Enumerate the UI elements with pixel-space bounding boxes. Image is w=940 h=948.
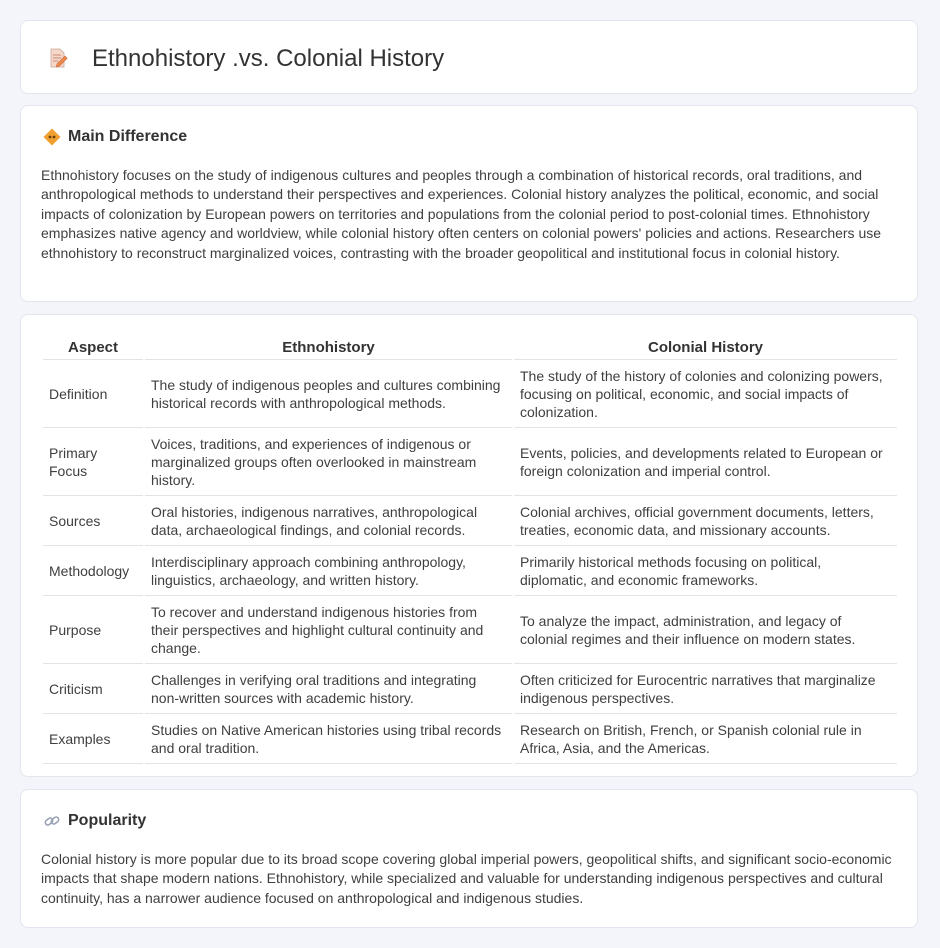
page-title: Ethnohistory .vs. Colonial History: [92, 45, 445, 72]
table-row: [43, 428, 897, 496]
table-cell-aspect: Sources: [43, 496, 143, 546]
table-cell-ethnohistory: To recover and understand indigenous histories from their perspectives and highlight cultural continuity and change.: [145, 596, 512, 664]
popularity-heading: Popularity: [68, 812, 147, 829]
table-cell-ethnohistory: Challenges in verifying oral traditions and integrating non-written sources with academic history.: [145, 664, 512, 714]
popularity-card: [20, 789, 918, 928]
main-difference-header: [43, 126, 187, 148]
table-row: [43, 360, 897, 428]
popularity-text: Colonial history is more popular due to its broad scope covering global imperial powers, geopolitical shifts, and significant socio-economic impacts that shape modern nations. Ethnohistory, while specialized and valuable for understanding indigenous perspectives and cultural continuity, has a narrower audience focused on anthropological and indigenous studies.: [41, 851, 892, 906]
table-cell-colonial-history: Colonial archives, official government documents, letters, treaties, economic data, and missionary accounts.: [514, 496, 897, 546]
table-cell-ethnohistory: The study of indigenous peoples and cultures combining historical records with anthropological methods.: [145, 360, 512, 428]
table-row: [43, 496, 897, 546]
table-row: [43, 664, 897, 714]
table-header-aspect: Aspect: [43, 335, 143, 360]
popularity-header: [43, 810, 146, 832]
comparison-table-card: [20, 314, 918, 777]
table-cell-colonial-history: The study of the history of colonies and colonizing powers, focusing on political, economic, and social impacts of colonization.: [514, 360, 897, 428]
table-row: [43, 596, 897, 664]
table-cell-ethnohistory: Studies on Native American histories using tribal records and oral tradition.: [145, 714, 512, 764]
table-cell-ethnohistory: Voices, traditions, and experiences of indigenous or marginalized groups often overlooked in mainstream history.: [145, 428, 512, 496]
table-row: [43, 714, 897, 764]
main-difference-heading: Main Difference: [68, 128, 188, 145]
table-cell-aspect: Purpose: [43, 596, 143, 664]
table-header-row: [43, 335, 897, 360]
table-cell-colonial-history: Research on British, French, or Spanish colonial rule in Africa, Asia, and the Americas.: [514, 714, 897, 764]
table-row: [43, 546, 897, 596]
table-cell-ethnohistory: Oral histories, indigenous narratives, anthropological data, archaeological findings, and colonial records.: [145, 496, 512, 546]
table-cell-aspect: Methodology: [43, 546, 143, 596]
table-cell-aspect: Examples: [43, 714, 143, 764]
table-cell-colonial-history: Events, policies, and developments related to European or foreign colonization and imperial control.: [514, 428, 897, 496]
link-icon: [43, 812, 61, 830]
title-card: [20, 20, 918, 94]
table-header-ethnohistory: Ethnohistory: [145, 335, 512, 360]
diamond-icon: [43, 128, 61, 146]
table-header-colonial-history: Colonial History: [514, 335, 897, 360]
main-difference-card: [20, 105, 918, 302]
table-cell-aspect: Criticism: [43, 664, 143, 714]
table-cell-colonial-history: Often criticized for Eurocentric narratives that marginalize indigenous perspectives.: [514, 664, 897, 714]
edit-document-icon: [47, 47, 69, 69]
comparison-table: [41, 335, 899, 764]
table-cell-colonial-history: Primarily historical methods focusing on political, diplomatic, and economic frameworks.: [514, 546, 897, 596]
main-difference-text: Ethnohistory focuses on the study of indigenous cultures and peoples through a combination of historical records, oral traditions, and anthropological methods to understand their perspectives and experiences. Colonial history analyzes the political, economic, and social impacts of colonization by European powers on territories and populations from the colonial period to post-colonial times. Ethnohistory emphasizes native agency and worldview, while colonial history often centers on colonial powers' policies and actions. Researchers use ethnohistory to reconstruct marginalized voices, contrasting with the broader geopolitical and institutional focus in colonial history.: [41, 167, 882, 261]
table-cell-aspect: Primary Focus: [43, 428, 143, 496]
table-cell-ethnohistory: Interdisciplinary approach combining anthropology, linguistics, archaeology, and written history.: [145, 546, 512, 596]
table-cell-aspect: Definition: [43, 360, 143, 428]
table-cell-colonial-history: To analyze the impact, administration, and legacy of colonial regimes and their influence on modern states.: [514, 596, 897, 664]
